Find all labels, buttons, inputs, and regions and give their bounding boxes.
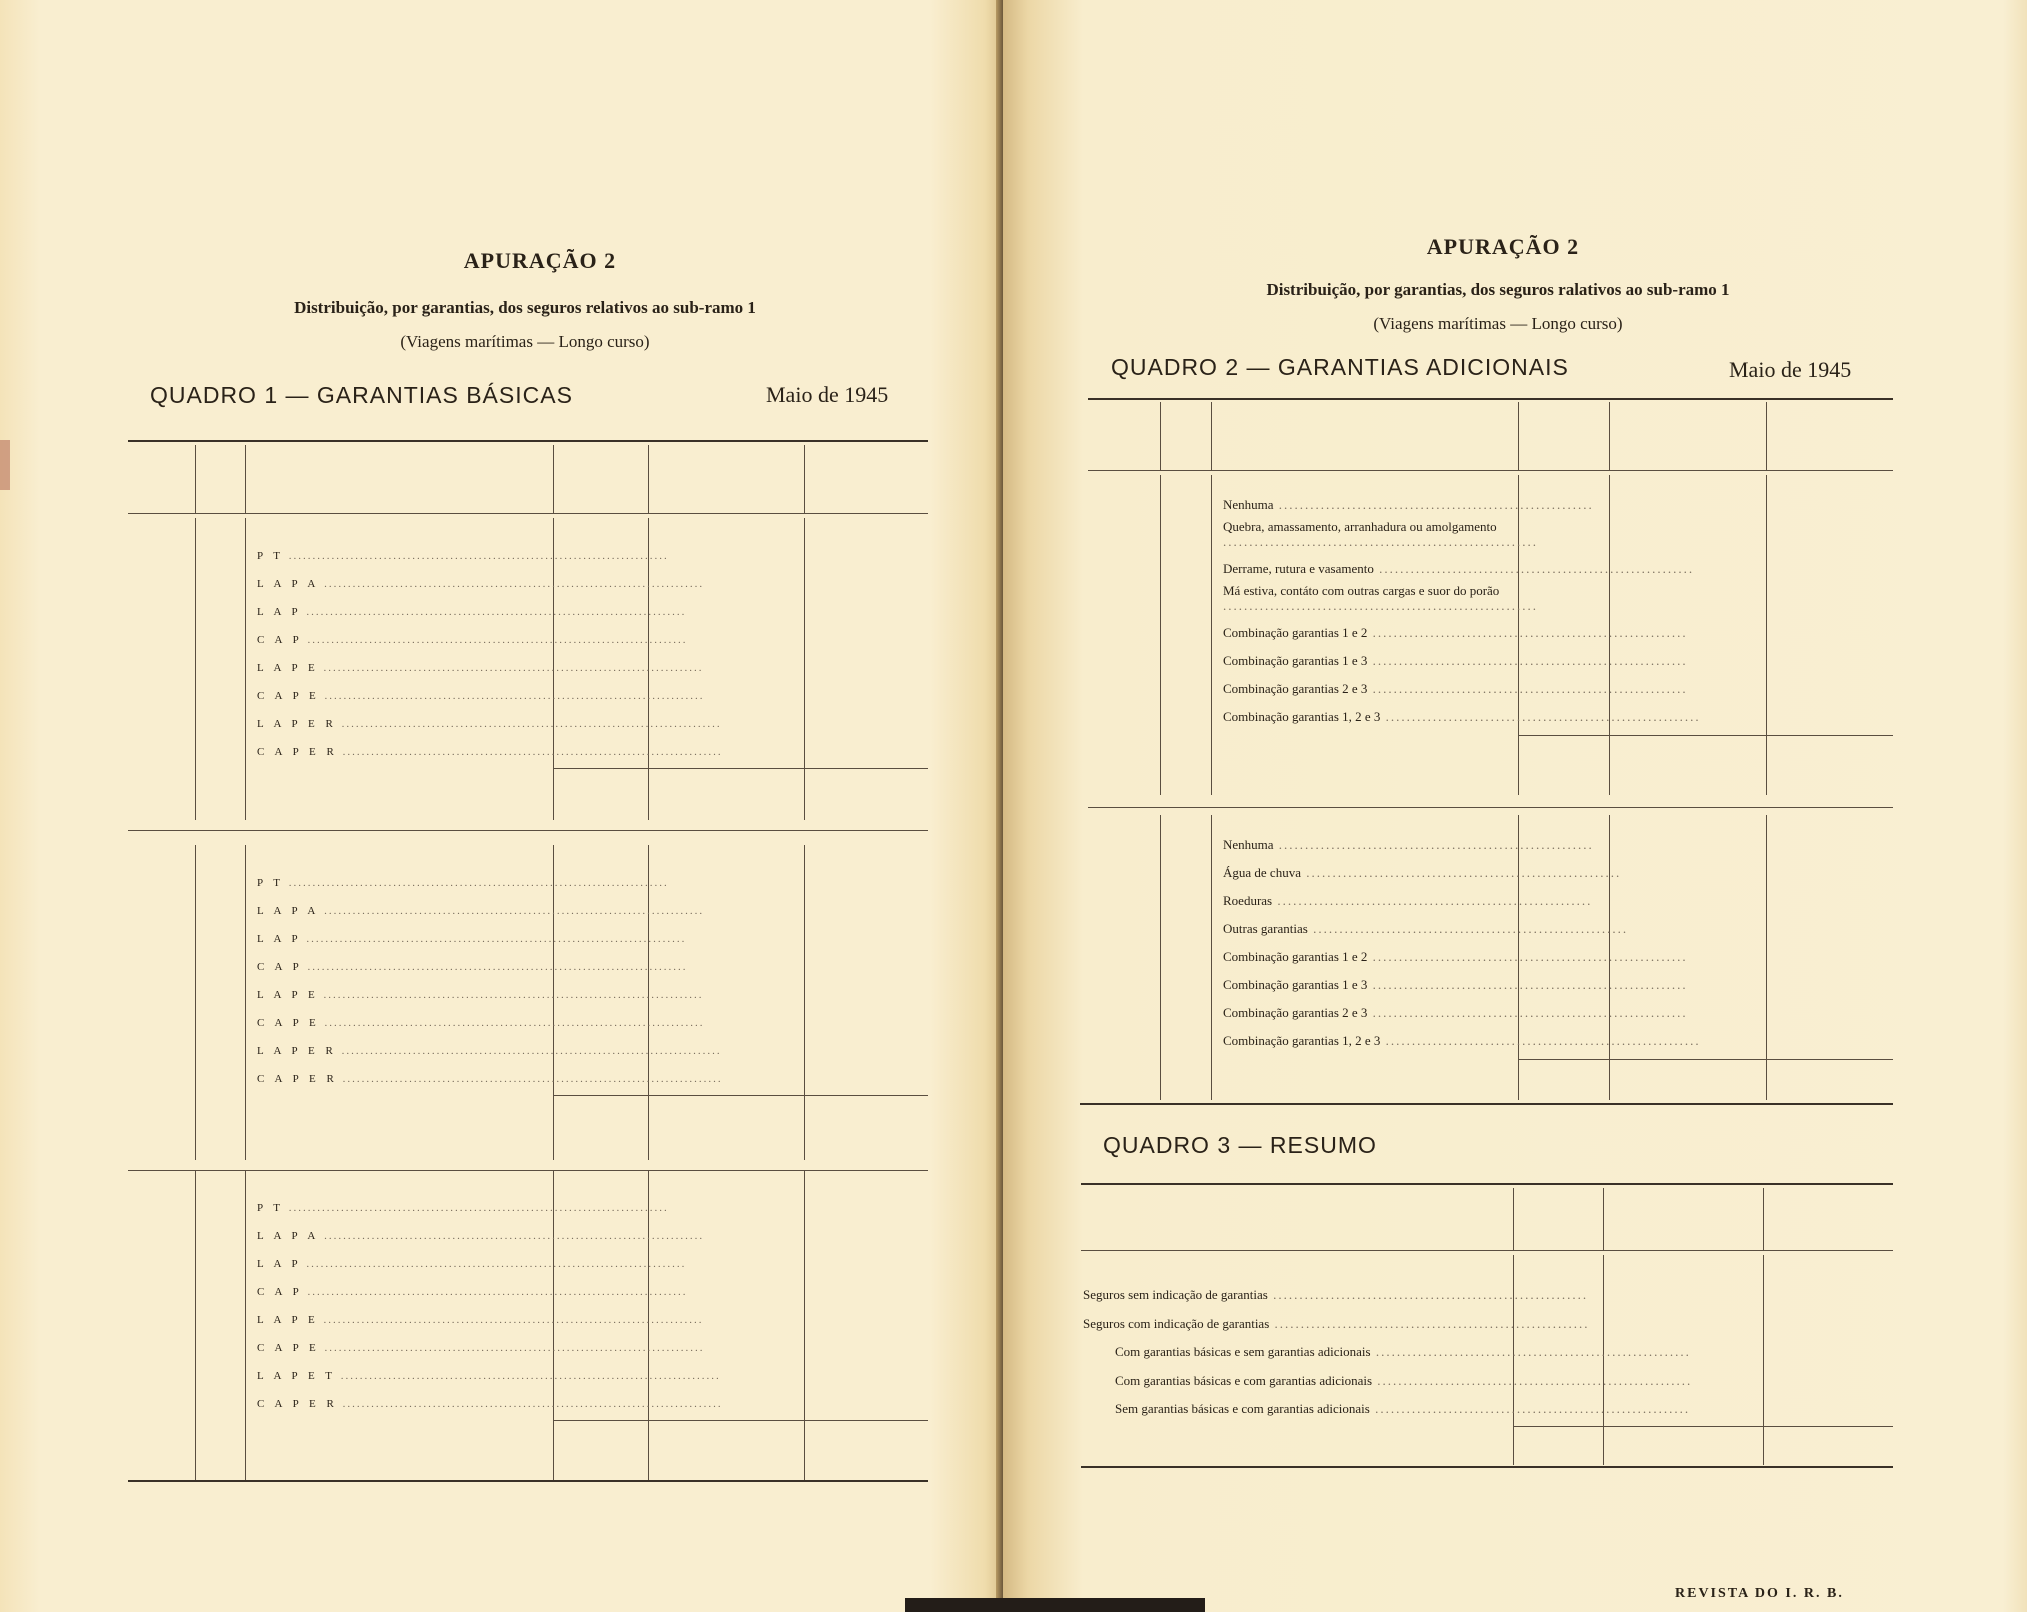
row-garantia-text: Combinação garantias 1 e 2 [1223, 949, 1368, 964]
row-garantia-text: L A P E [257, 989, 319, 1001]
row-garantia-text: Nenhuma [1223, 837, 1274, 852]
left-page [0, 0, 1003, 1612]
row-garantia-text: C A P E [257, 1342, 320, 1354]
subtotal-rule [553, 1420, 928, 1421]
row-garantia: Combinação garantias 1 e 2 ............................................................ [1223, 625, 1688, 640]
row-garantia: C A P E R ................................................................................ [257, 746, 723, 758]
header-bottom-rule [128, 513, 928, 514]
row-garantia-text: L A P E T [257, 1370, 336, 1382]
row-garantia-text: L A P A [257, 578, 320, 590]
row-garantia: L A P A ................................................................................ [257, 578, 705, 590]
resumo-row-label: Seguros com indicação de garantias ............................................................ [1083, 1315, 1590, 1331]
column-rule [1766, 475, 1767, 795]
row-garantia: Má estiva, contáto com outras cargas e suor do porão ............................................................ [1223, 583, 1538, 613]
header-column-rule [1211, 402, 1212, 470]
row-garantia-text: C A P [257, 961, 303, 973]
header-column-rule [195, 445, 196, 513]
header-column-rule [648, 445, 649, 513]
column-rule [195, 845, 196, 1160]
left-title: APURAÇÃO 2 [463, 248, 617, 273]
row-garantia-text: C A P E [257, 690, 320, 702]
group-separator [128, 830, 928, 831]
row-garantia-text: L A P A [257, 1230, 320, 1242]
row-garantia-text: Nenhuma [1223, 497, 1274, 512]
column-rule [1766, 815, 1767, 1100]
row-garantia-text: Combinação garantias 1, 2 e 3 [1223, 709, 1381, 724]
row-garantia: C A P E ................................................................................ [257, 1342, 705, 1354]
row-garantia: L A P E ................................................................................ [257, 1314, 704, 1326]
row-garantia-text: C A P E R [257, 1398, 338, 1410]
column-rule [804, 845, 805, 1160]
column-rule [804, 1170, 805, 1480]
row-garantia: L A P E T ................................................................................ [257, 1370, 721, 1382]
row-garantia-text: Combinação garantias 1 e 3 [1223, 977, 1368, 992]
row-garantia-text: L A P [257, 606, 302, 618]
row-garantia: P T ................................................................................ [257, 877, 669, 889]
header-column-rule [1518, 402, 1519, 470]
right-page [1003, 0, 2027, 1612]
row-garantia: L A P ................................................................................ [257, 1258, 687, 1270]
row-garantia: L A P ................................................................................ [257, 933, 687, 945]
row-garantia-text: P T [257, 1202, 284, 1214]
row-garantia-text: Combinação garantias 2 e 3 [1223, 1005, 1368, 1020]
resumo-top-rule [1081, 1183, 1893, 1185]
column-rule [245, 518, 246, 820]
row-garantia-text: C A P E R [257, 746, 338, 758]
row-garantia: Outras garantias ............................................................ [1223, 921, 1629, 936]
group-separator [128, 1170, 928, 1171]
resumo-row-text: Com garantias básicas e sem garantias adicionais [1115, 1344, 1371, 1359]
page-bottom-edge [905, 1598, 1205, 1612]
column-rule [1211, 815, 1212, 1100]
row-garantia: C A P E ................................................................................ [257, 1017, 705, 1029]
group-separator [1088, 807, 1893, 808]
row-garantia-text: L A P E [257, 1314, 319, 1326]
resumo-column-rule [1763, 1188, 1764, 1250]
resumo-column-rule [1603, 1188, 1604, 1250]
resumo-bottom-rule [1081, 1466, 1893, 1468]
journal-footer: REVISTA DO I. R. B. [1675, 1586, 1844, 1601]
row-garantia: L A P ................................................................................ [257, 606, 687, 618]
row-garantia: C A P E R ................................................................................ [257, 1398, 723, 1410]
resumo-row-label: Com garantias básicas e com garantias adicionais ............................................................ [1115, 1372, 1693, 1388]
left-date: Maio de 1945 [766, 382, 889, 407]
row-garantia: L A P E R ................................................................................ [257, 1045, 722, 1057]
row-garantia-text: C A P E R [257, 1073, 338, 1085]
resumo-row-text: Com garantias básicas e com garantias adicionais [1115, 1372, 1373, 1388]
row-garantia: Combinação garantias 1, 2 e 3 ............................................................ [1223, 1033, 1701, 1048]
row-garantia-text: L A P [257, 933, 302, 945]
row-garantia: L A P E ................................................................................ [257, 662, 704, 674]
resumo-row-text: Seguros com indicação de garantias [1083, 1315, 1270, 1331]
column-rule [245, 1170, 246, 1480]
row-garantia-text: C A P [257, 634, 303, 646]
row-garantia: L A P A ................................................................................ [257, 905, 705, 917]
row-garantia-text: Água de chuva [1223, 865, 1301, 880]
right-title: APURAÇÃO 2 [1426, 234, 1580, 259]
resumo-row-text: Seguros sem indicação de garantias [1083, 1287, 1268, 1302]
header-column-rule [804, 445, 805, 513]
row-garantia-text: L A P E [257, 662, 319, 674]
resumo-row-label: Com garantias básicas e sem garantias adicionais ............................................................ [1115, 1344, 1691, 1359]
row-garantia-text: L A P A [257, 905, 320, 917]
row-garantia-text: Derrame, rutura e vasamento [1223, 561, 1374, 576]
resumo-row-text: Sem garantias básicas e com garantias adicionais [1115, 1401, 1370, 1416]
row-garantia: Combinação garantias 2 e 3 ............................................................ [1223, 681, 1688, 696]
row-garantia-text: Quebra, amassamento, arranhadura ou amolgamento [1223, 519, 1497, 534]
quadro-1-title: QUADRO 1 — GARANTIAS BÁSICAS [150, 382, 573, 408]
row-garantia: Água de chuva ............................................................ [1223, 865, 1622, 880]
right-subtitle-2: (Viagens marítimas — Longo curso) [1373, 314, 1623, 333]
subtotal-rule [553, 1095, 928, 1096]
column-rule [1160, 475, 1161, 795]
row-garantia: C A P ................................................................................ [257, 634, 688, 646]
row-garantia-text: P T [257, 877, 284, 889]
row-garantia-text: Combinação garantias 1 e 3 [1223, 653, 1368, 668]
row-garantia-text: Outras garantias [1223, 921, 1308, 936]
resumo-column-rule [1763, 1255, 1764, 1465]
column-rule [1211, 475, 1212, 795]
row-garantia: Roeduras ............................................................ [1223, 893, 1593, 908]
row-garantia-text: L A P E R [257, 718, 337, 730]
page-stain [0, 440, 10, 490]
header-column-rule [1160, 402, 1161, 470]
left-subtitle-2: (Viagens marítimas — Longo curso) [400, 332, 650, 351]
resumo-row-label: Sem garantias básicas e com garantias adicionais ............................................................ [1115, 1401, 1691, 1416]
right-date: Maio de 1945 [1729, 357, 1852, 382]
row-garantia-text: Roeduras [1223, 893, 1273, 908]
header-column-rule [1766, 402, 1767, 470]
table-top-rule [128, 440, 928, 442]
column-rule [648, 845, 649, 1160]
row-garantia-text: L A P E R [257, 1045, 337, 1057]
column-rule [195, 518, 196, 820]
quadro-2-title: QUADRO 2 — GARANTIAS ADICIONAIS [1111, 354, 1569, 380]
header-column-rule [553, 445, 554, 513]
row-garantia: Nenhuma ............................................................ [1223, 837, 1594, 852]
row-garantia-text: P T [257, 550, 284, 562]
row-garantia: C A P ................................................................................ [257, 961, 688, 973]
row-garantia: L A P E R ................................................................................ [257, 718, 722, 730]
column-rule [1160, 815, 1161, 1100]
resumo-column-rule [1513, 1188, 1514, 1250]
left-subtitle: Distribuição, por garantias, dos seguros relativos ao sub-ramo 1 [294, 298, 756, 317]
row-garantia: Quebra, amassamento, arranhadura ou amolgamento ............................................................ [1223, 519, 1538, 549]
row-garantia: L A P E ................................................................................ [257, 989, 704, 1001]
column-rule [804, 518, 805, 820]
row-garantia-text: C A P [257, 1286, 303, 1298]
row-garantia: Combinação garantias 1, 2 e 3 ............................................................ [1223, 709, 1701, 724]
subtotal-rule [1518, 735, 1893, 736]
row-garantia-text: L A P [257, 1258, 302, 1270]
row-garantia-text: Combinação garantias 1, 2 e 3 [1223, 1033, 1381, 1048]
row-garantia: C A P E ................................................................................ [257, 690, 705, 702]
header-column-rule [1609, 402, 1610, 470]
row-garantia: Combinação garantias 1 e 3 ............................................................ [1223, 653, 1688, 668]
subtotal-rule [1518, 1059, 1893, 1060]
header-bottom-rule [1088, 470, 1893, 471]
header-column-rule [245, 445, 246, 513]
column-rule [245, 845, 246, 1160]
row-garantia-text: C A P E [257, 1017, 320, 1029]
row-garantia: Nenhuma ............................................................ [1223, 497, 1594, 512]
table-top-rule [1088, 398, 1893, 400]
table-bottom-rule [128, 1480, 928, 1482]
row-garantia-text: Combinação garantias 2 e 3 [1223, 681, 1368, 696]
resumo-column-rule [1603, 1255, 1604, 1465]
right-subtitle: Distribuição, por garantias, dos seguros ralativos ao sub-ramo 1 [1266, 280, 1730, 299]
row-garantia: C A P ................................................................................ [257, 1286, 688, 1298]
row-garantia: L A P A ................................................................................ [257, 1230, 705, 1242]
subtotal-rule [553, 768, 928, 769]
row-garantia: P T ................................................................................ [257, 550, 669, 562]
resumo-subtotal-rule [1513, 1426, 1893, 1427]
row-garantia-text: Má estiva, contáto com outras cargas e suor do porão [1223, 583, 1500, 598]
table-bottom-rule [1080, 1103, 1893, 1105]
column-rule [553, 845, 554, 1160]
row-garantia: Combinação garantias 2 e 3 ............................................................ [1223, 1005, 1688, 1020]
column-rule [195, 1170, 196, 1480]
row-garantia: Derrame, rutura e vasamento ............................................................ [1223, 561, 1695, 576]
row-garantia: Combinação garantias 1 e 3 ............................................................ [1223, 977, 1688, 992]
row-garantia-text: Combinação garantias 1 e 2 [1223, 625, 1368, 640]
row-garantia: C A P E R ................................................................................ [257, 1073, 723, 1085]
row-garantia: Combinação garantias 1 e 2 ............................................................ [1223, 949, 1688, 964]
row-garantia: P T ................................................................................ [257, 1202, 669, 1214]
quadro-3-title: QUADRO 3 — RESUMO [1103, 1132, 1377, 1158]
resumo-header-rule [1081, 1250, 1893, 1251]
resumo-row-label: Seguros sem indicação de garantias ............................................................ [1083, 1287, 1589, 1302]
